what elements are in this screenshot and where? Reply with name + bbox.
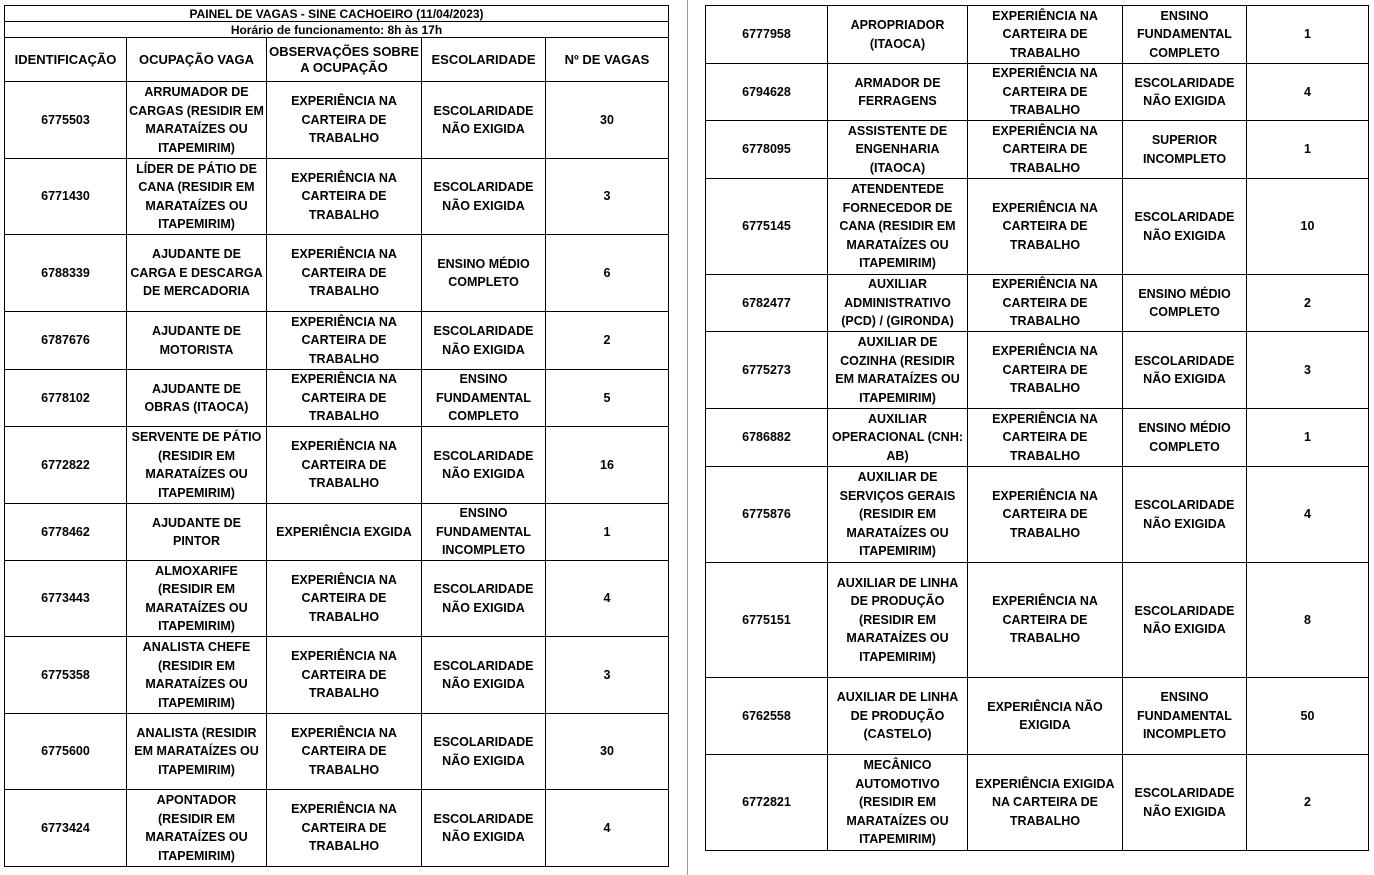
cell-id: 6777958 — [706, 6, 828, 64]
table-row — [706, 563, 1369, 678]
cell-vacancies: 50 — [1247, 678, 1369, 755]
cell-id: 6772821 — [706, 755, 828, 851]
cell-schooling: ESCOLARIDADE NÃO EXIGIDA — [1123, 332, 1247, 409]
cell-occupation: ATENDENTEDE FORNECEDOR DE CANA (RESIDIR EM MARATAÍZES OU ITAPEMIRIM) — [828, 179, 968, 275]
table-row — [706, 6, 1369, 64]
cell-id: 6773443 — [5, 561, 127, 637]
cell-id: 6775151 — [706, 563, 828, 678]
cell-schooling: ESCOLARIDADE NÃO EXIGIDA — [1123, 179, 1247, 275]
cell-observations: EXPERIÊNCIA NA CARTEIRA DE TRABALHO — [968, 467, 1123, 563]
cell-schooling: ESCOLARIDADE NÃO EXIGIDA — [422, 82, 546, 159]
cell-occupation: AUXILIAR DE LINHA DE PRODUÇÃO (RESIDIR EM MARATAÍZES OU ITAPEMIRIM) — [828, 563, 968, 678]
cell-schooling: SUPERIOR INCOMPLETO — [1123, 121, 1247, 179]
column-header-schooling: ESCOLARIDADE — [422, 38, 546, 82]
table-row — [5, 714, 669, 790]
cell-schooling: ENSINO FUNDAMENTAL INCOMPLETO — [422, 504, 546, 561]
cell-vacancies: 2 — [546, 312, 669, 370]
table-row — [5, 312, 669, 370]
table-row — [706, 64, 1369, 121]
column-header-vacancies: Nº DE VAGAS — [546, 38, 669, 82]
cell-id: 6775145 — [706, 179, 828, 275]
cell-schooling: ESCOLARIDADE NÃO EXIGIDA — [422, 312, 546, 370]
left-table-body — [5, 82, 669, 867]
cell-occupation: ARMADOR DE FERRAGENS — [828, 64, 968, 121]
cell-observations: EXPERIÊNCIA NÃO EXIGIDA — [968, 678, 1123, 755]
cell-observations: EXPERIÊNCIA NA CARTEIRA DE TRABALHO — [968, 563, 1123, 678]
table-row — [706, 179, 1369, 275]
cell-schooling: ENSINO MÉDIO COMPLETO — [1123, 409, 1247, 467]
table-row — [706, 467, 1369, 563]
cell-occupation: AJUDANTE DE MOTORISTA — [127, 312, 267, 370]
cell-id: 6788339 — [5, 235, 127, 312]
table-row — [5, 235, 669, 312]
cell-observations: EXPERIÊNCIA NA CARTEIRA DE TRABALHO — [968, 6, 1123, 64]
cell-vacancies: 16 — [546, 427, 669, 504]
cell-vacancies: 3 — [546, 159, 669, 235]
cell-id: 6775358 — [5, 637, 127, 714]
cell-schooling: ENSINO FUNDAMENTAL INCOMPLETO — [1123, 678, 1247, 755]
cell-occupation: SERVENTE DE PÁTIO (RESIDIR EM MARATAÍZES OU ITAPEMIRIM) — [127, 427, 267, 504]
cell-id: 6771430 — [5, 159, 127, 235]
cell-observations: EXPERIÊNCIA NA CARTEIRA DE TRABALHO — [267, 561, 422, 637]
table-row — [5, 370, 669, 427]
cell-schooling: ESCOLARIDADE NÃO EXIGIDA — [1123, 64, 1247, 121]
cell-observations: EXPERIÊNCIA EXGIDA — [267, 504, 422, 561]
vacancies-table-right — [705, 5, 1369, 851]
cell-vacancies: 10 — [1247, 179, 1369, 275]
table-row — [5, 159, 669, 235]
cell-observations: EXPERIÊNCIA NA CARTEIRA DE TRABALHO — [267, 159, 422, 235]
cell-observations: EXPERIÊNCIA EXIGIDA NA CARTEIRA DE TRABALHO — [968, 755, 1123, 851]
cell-occupation: AJUDANTE DE PINTOR — [127, 504, 267, 561]
cell-vacancies: 2 — [1247, 755, 1369, 851]
cell-vacancies: 4 — [1247, 467, 1369, 563]
cell-schooling: ESCOLARIDADE NÃO EXIGIDA — [1123, 467, 1247, 563]
cell-observations: EXPERIÊNCIA NA CARTEIRA DE TRABALHO — [968, 64, 1123, 121]
cell-occupation: LÍDER DE PÁTIO DE CANA (RESIDIR EM MARATAÍZES OU ITAPEMIRIM) — [127, 159, 267, 235]
cell-occupation: AUXILIAR DE COZINHA (RESIDIR EM MARATAÍZES OU ITAPEMIRIM) — [828, 332, 968, 409]
cell-observations: EXPERIÊNCIA NA CARTEIRA DE TRABALHO — [267, 714, 422, 790]
cell-id: 6778095 — [706, 121, 828, 179]
table-row — [5, 82, 669, 159]
cell-vacancies: 1 — [1247, 409, 1369, 467]
cell-occupation: MECÂNICO AUTOMOTIVO (RESIDIR EM MARATAÍZES OU ITAPEMIRIM) — [828, 755, 968, 851]
table-row — [5, 790, 669, 867]
cell-occupation: APROPRIADOR (ITAOCA) — [828, 6, 968, 64]
table-row — [5, 504, 669, 561]
table-row — [706, 755, 1369, 851]
table-row — [706, 409, 1369, 467]
cell-occupation: APONTADOR (RESIDIR EM MARATAÍZES OU ITAPEMIRIM) — [127, 790, 267, 867]
cell-vacancies: 4 — [1247, 64, 1369, 121]
vacancies-table-left — [4, 5, 669, 867]
cell-vacancies: 6 — [546, 235, 669, 312]
cell-id: 6772822 — [5, 427, 127, 504]
cell-occupation: AJUDANTE DE CARGA E DESCARGA DE MERCADORIA — [127, 235, 267, 312]
cell-id: 6773424 — [5, 790, 127, 867]
table-row — [706, 332, 1369, 409]
cell-occupation: ANALISTA (RESIDIR EM MARATAÍZES OU ITAPEMIRIM) — [127, 714, 267, 790]
page-title: PAINEL DE VAGAS - SINE CACHOEIRO (11/04/2023) — [5, 6, 669, 22]
cell-occupation: AUXILIAR DE LINHA DE PRODUÇÃO (CASTELO) — [828, 678, 968, 755]
cell-observations: EXPERIÊNCIA NA CARTEIRA DE TRABALHO — [267, 790, 422, 867]
cell-occupation: AUXILIAR ADMINISTRATIVO (PCD) / (GIRONDA) — [828, 275, 968, 332]
cell-schooling: ESCOLARIDADE NÃO EXIGIDA — [422, 159, 546, 235]
cell-observations: EXPERIÊNCIA NA CARTEIRA DE TRABALHO — [968, 409, 1123, 467]
cell-observations: EXPERIÊNCIA NA CARTEIRA DE TRABALHO — [267, 637, 422, 714]
cell-observations: EXPERIÊNCIA NA CARTEIRA DE TRABALHO — [267, 427, 422, 504]
cell-vacancies: 30 — [546, 714, 669, 790]
cell-observations: EXPERIÊNCIA NA CARTEIRA DE TRABALHO — [968, 332, 1123, 409]
column-header-observations: OBSERVAÇÕES SOBRE A OCUPAÇÃO — [267, 38, 422, 82]
cell-schooling: ENSINO MÉDIO COMPLETO — [422, 235, 546, 312]
cell-vacancies: 1 — [546, 504, 669, 561]
cell-vacancies: 3 — [1247, 332, 1369, 409]
column-header-id: IDENTIFICAÇÃO — [5, 38, 127, 82]
cell-vacancies: 4 — [546, 561, 669, 637]
cell-occupation: ARRUMADOR DE CARGAS (RESIDIR EM MARATAÍZES OU ITAPEMIRIM) — [127, 82, 267, 159]
table-row — [5, 427, 669, 504]
cell-id: 6786882 — [706, 409, 828, 467]
cell-schooling: ENSINO FUNDAMENTAL COMPLETO — [1123, 6, 1247, 64]
cell-schooling: ESCOLARIDADE NÃO EXIGIDA — [422, 561, 546, 637]
table-row — [5, 561, 669, 637]
cell-id: 6787676 — [5, 312, 127, 370]
table-row — [706, 275, 1369, 332]
cell-schooling: ESCOLARIDADE NÃO EXIGIDA — [1123, 563, 1247, 678]
column-header-occupation: OCUPAÇÃO VAGA — [127, 38, 267, 82]
column-divider — [687, 0, 688, 875]
cell-id: 6775503 — [5, 82, 127, 159]
cell-observations: EXPERIÊNCIA NA CARTEIRA DE TRABALHO — [267, 370, 422, 427]
cell-vacancies: 1 — [1247, 6, 1369, 64]
cell-vacancies: 1 — [1247, 121, 1369, 179]
cell-observations: EXPERIÊNCIA NA CARTEIRA DE TRABALHO — [968, 179, 1123, 275]
cell-occupation: AUXILIAR OPERACIONAL (CNH: AB) — [828, 409, 968, 467]
cell-occupation: ASSISTENTE DE ENGENHARIA (ITAOCA) — [828, 121, 968, 179]
cell-observations: EXPERIÊNCIA NA CARTEIRA DE TRABALHO — [267, 82, 422, 159]
cell-observations: EXPERIÊNCIA NA CARTEIRA DE TRABALHO — [968, 275, 1123, 332]
cell-observations: EXPERIÊNCIA NA CARTEIRA DE TRABALHO — [968, 121, 1123, 179]
table-row — [706, 121, 1369, 179]
cell-schooling: ESCOLARIDADE NÃO EXIGIDA — [1123, 755, 1247, 851]
cell-observations: EXPERIÊNCIA NA CARTEIRA DE TRABALHO — [267, 235, 422, 312]
cell-observations: EXPERIÊNCIA NA CARTEIRA DE TRABALHO — [267, 312, 422, 370]
cell-schooling: ESCOLARIDADE NÃO EXIGIDA — [422, 714, 546, 790]
cell-schooling: ENSINO MÉDIO COMPLETO — [1123, 275, 1247, 332]
cell-vacancies: 8 — [1247, 563, 1369, 678]
table-row — [706, 678, 1369, 755]
cell-id: 6782477 — [706, 275, 828, 332]
cell-id: 6762558 — [706, 678, 828, 755]
cell-schooling: ESCOLARIDADE NÃO EXIGIDA — [422, 790, 546, 867]
opening-hours: Horário de funcionamento: 8h às 17h — [5, 22, 669, 38]
cell-vacancies: 2 — [1247, 275, 1369, 332]
table-row — [5, 637, 669, 714]
cell-id: 6775600 — [5, 714, 127, 790]
cell-vacancies: 3 — [546, 637, 669, 714]
cell-vacancies: 30 — [546, 82, 669, 159]
cell-occupation: ANALISTA CHEFE (RESIDIR EM MARATAÍZES OU ITAPEMIRIM) — [127, 637, 267, 714]
right-table-body — [706, 6, 1369, 851]
cell-schooling: ENSINO FUNDAMENTAL COMPLETO — [422, 370, 546, 427]
cell-occupation: AUXILIAR DE SERVIÇOS GERAIS (RESIDIR EM MARATAÍZES OU ITAPEMIRIM) — [828, 467, 968, 563]
cell-id: 6778102 — [5, 370, 127, 427]
cell-schooling: ESCOLARIDADE NÃO EXIGIDA — [422, 427, 546, 504]
cell-vacancies: 4 — [546, 790, 669, 867]
cell-occupation: AJUDANTE DE OBRAS (ITAOCA) — [127, 370, 267, 427]
cell-vacancies: 5 — [546, 370, 669, 427]
cell-id: 6775273 — [706, 332, 828, 409]
cell-id: 6775876 — [706, 467, 828, 563]
cell-id: 6794628 — [706, 64, 828, 121]
cell-id: 6778462 — [5, 504, 127, 561]
cell-schooling: ESCOLARIDADE NÃO EXIGIDA — [422, 637, 546, 714]
cell-occupation: ALMOXARIFE (RESIDIR EM MARATAÍZES OU ITAPEMIRIM) — [127, 561, 267, 637]
